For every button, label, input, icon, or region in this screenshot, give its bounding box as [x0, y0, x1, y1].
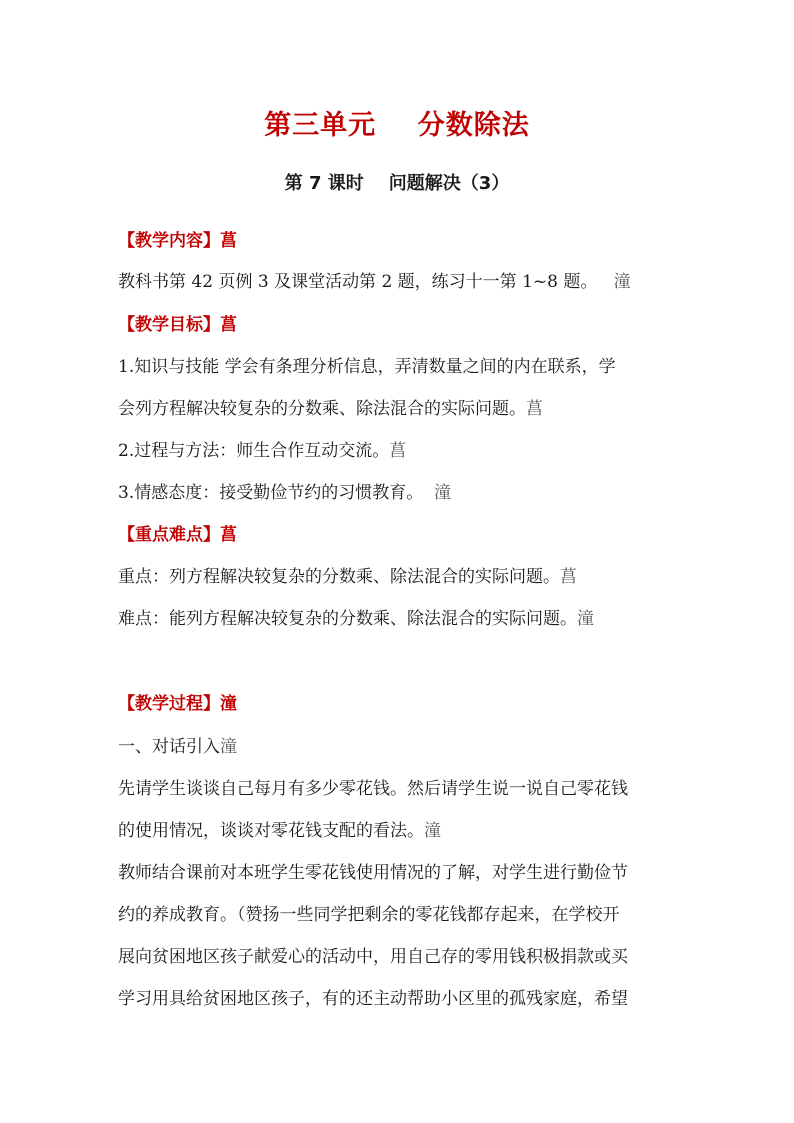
stray-glyph: 菖: [389, 441, 407, 461]
paragraph-text: 的使用情况，谈谈对零花钱支配的看法。: [118, 821, 424, 841]
paragraph-text: 2.过程与方法：师生合作互动交流。: [118, 441, 390, 461]
stray-glyph: 潼: [424, 821, 441, 841]
paragraph-2-line-4: 学习用具给贫困地区孩子，有的还主动帮助小区里的孤残家庭，希望: [118, 989, 628, 1009]
section-heading-goals: [118, 313, 690, 337]
heading-text: 【教学内容】: [118, 231, 220, 251]
key-point-2: [118, 607, 690, 631]
stray-glyph: 潼: [220, 694, 237, 714]
stray-glyph: 菖: [220, 315, 237, 335]
paragraph-text: 会列方程解决较复杂的分数乘、除法混合的实际问题。: [118, 399, 526, 419]
paragraph-text: 一、对话引入: [118, 737, 220, 757]
step-1-heading: [118, 735, 690, 759]
stray-glyph: 菖: [526, 399, 543, 419]
goal-3: [118, 481, 690, 505]
goal-2: [118, 439, 690, 463]
paragraph-text: 重点：列方程解决较复杂的分数乘、除法混合的实际问题。: [118, 567, 560, 587]
stray-glyph: 潼: [220, 737, 237, 757]
doc-subtitle: 第 7 课时 问题解决（3）: [284, 173, 510, 194]
goal-1-line-1: 1.知识与技能 学会有条理分析信息，弄清数量之间的内在联系，学: [118, 357, 616, 377]
stray-glyph: 潼: [434, 483, 452, 503]
section-heading-key-points: [118, 523, 690, 547]
paragraph-2-line-1: 教师结合课前对本班学生零花钱使用情况的了解，对学生进行勤俭节: [118, 863, 628, 883]
key-point-1: [118, 565, 690, 589]
stray-glyph: 菖: [220, 231, 237, 251]
paragraph-2-line-3: 展向贫困地区孩子献爱心的活动中，用自己存的零用钱积极捐款或买: [118, 947, 628, 967]
heading-text: 【教学过程】: [118, 694, 220, 714]
paragraph-1-line-2: [118, 819, 690, 843]
stray-glyph: 潼: [577, 609, 594, 629]
paragraph-1-line-1: 先请学生谈谈自己每月有多少零花钱。然后请学生说一说自己零花钱: [118, 779, 628, 799]
section-heading-process: [118, 692, 690, 716]
goal-1-line-2: [118, 397, 690, 421]
paragraph-text: 3.情感态度：接受勤俭节约的习惯教育。: [118, 483, 424, 503]
content-line: [118, 270, 690, 294]
paragraph-text: 教科书第 42 页例 3 及课堂活动第 2 题，练习十一第 1~8 题。: [118, 272, 598, 292]
paragraph-2-line-2: 约的养成教育。（赞扬一些同学把剩余的零花钱都存起来，在学校开: [118, 905, 620, 925]
stray-glyph: 菖: [560, 567, 577, 587]
paragraph-text: 难点：能列方程解决较复杂的分数乘、除法混合的实际问题。: [118, 609, 577, 629]
stray-glyph: 菖: [220, 525, 237, 545]
stray-glyph: 潼: [613, 272, 631, 292]
section-heading-content: [118, 229, 690, 253]
heading-text: 【教学目标】: [118, 315, 220, 335]
heading-text: 【重点难点】: [118, 525, 220, 545]
doc-title: 第三单元 分数除法: [264, 110, 530, 141]
